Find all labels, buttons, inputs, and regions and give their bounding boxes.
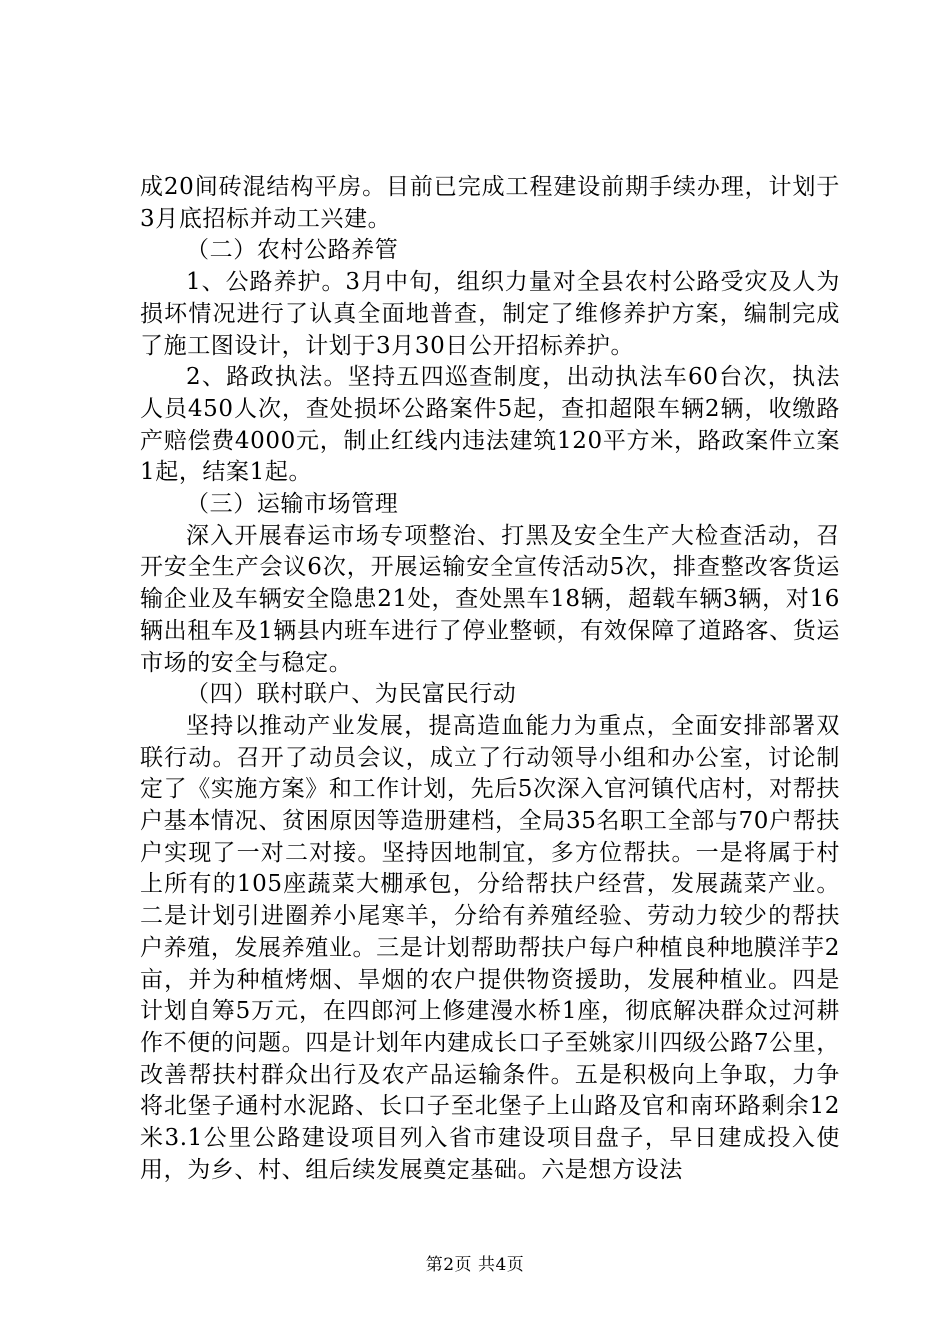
section-heading-transport-market: （三）运输市场管理 [186,491,399,518]
paragraph-road-maintenance: 1、公路养护。3月中旬，组织力量对全县农村公路受灾及人为损坏情况进行了认真全面地普查，制定了维修养护方案，编制完成了施工图设计，计划于3月30日公开招标养护。 [140,269,840,359]
document-body [140,172,840,1187]
section-heading-rural-road-maintenance: （二）农村公路养管 [186,237,399,264]
paragraph-continuation: 成20间砖混结构平房。目前已完成工程建设前期手续办理，计划于3月底招标并动工兴建。 [140,174,840,232]
paragraph-village-linkage: 坚持以推动产业发展，提高造血能力为重点，全面安排部署双联行动。召开了动员会议，成立了行动领导小组和办公室，讨论制定了《实施方案》和工作计划，先后5次深入官河镇代店村，对帮扶户基本情况、贫困原因等造册建档，全局35名职工全部与70户帮扶户实现了一对二对接。坚持因地制宜，多方位帮扶。一是将属于村上所有的105座蔬菜大棚承包，分给帮扶户经营，发展蔬菜产业。二是计划引进圈养小尾寒羊，分给有养殖经验、劳动力较少的帮扶户养殖，发展养殖业。三是计划帮助帮扶户每户种植良种地膜洋芋2亩，并为种植烤烟、旱烟的农户提供物资援助，发展种植业。四是计划自筹5万元，在四郎河上修建漫水桥1座，彻底解决群众过河耕作不便的问题。四是计划年内建成长口子至姚家川四级公路7公里，改善帮扶村群众出行及农产品运输条件。五是积极向上争取，力争将北堡子通村水泥路、长口子至北堡子上山路及官和南环路剩余12米3.1公里公路建设项目列入省市建设项目盘子，早日建成投入使用，为乡、村、组后续发展奠定基础。六是想方设法 [140,712,840,1183]
paragraph-transport-market: 深入开展春运市场专项整治、打黑及安全生产大检查活动，召开安全生产会议6次，开展运输安全宣传活动5次，排查整改客货运输企业及车辆安全隐患21处，查处黑车18辆，超载车辆3辆，对16辆出租车及1辆县内班车进行了停业整顿，有效保障了道路客、货运市场的安全与稳定。 [140,522,840,676]
page-number-footer: 第2页 共4页 [425,1255,525,1275]
section-heading-village-linkage: （四）联村联户、为民富民行动 [186,681,517,708]
paragraph-road-law-enforcement: 2、路政执法。坚持五四巡查制度，出动执法车60台次，执法人员450人次，查处损坏公路案件5起，查扣超限车辆2辆，收缴路产赔偿费4000元，制止红线内违法建筑120平方米，路政案件立案1起，结案1起。 [140,364,840,486]
